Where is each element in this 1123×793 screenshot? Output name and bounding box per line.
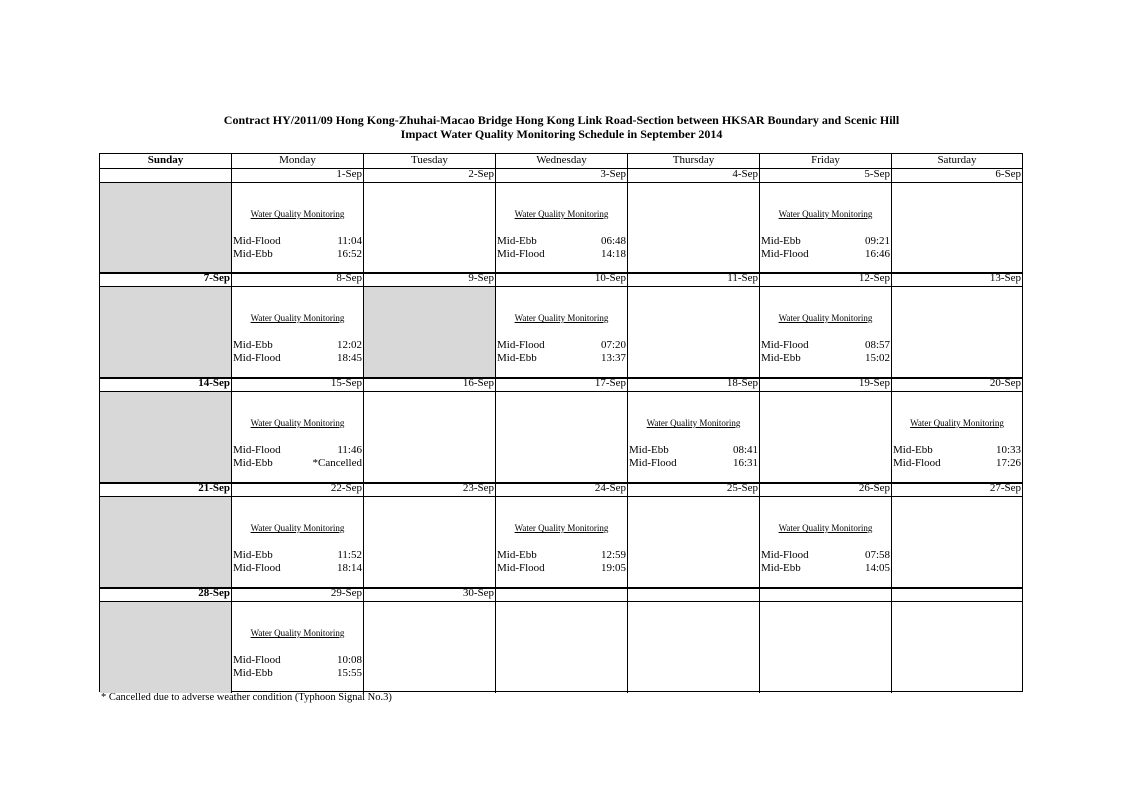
date-cell: 7-Sep [100, 272, 232, 286]
tide-time: 12:59 [600, 549, 626, 561]
tide-time: 10:08 [336, 654, 362, 666]
tide-row [233, 457, 362, 470]
monitoring-title: Water Quality Monitoring [250, 523, 345, 533]
date-cell: 2-Sep [364, 168, 496, 182]
tide-time: 11:46 [337, 444, 362, 456]
date-cell: 26-Sep [760, 482, 892, 496]
monitoring-title: Water Quality Monitoring [778, 313, 873, 323]
tide-row [233, 654, 362, 667]
tide-label: Mid-Flood [233, 654, 281, 666]
date-cell: 23-Sep [364, 482, 496, 496]
calendar-table [99, 153, 1023, 692]
tide-row [893, 457, 1021, 470]
tide-row [761, 248, 890, 261]
day-cell-shaded [100, 602, 232, 693]
date-cell: 29-Sep [232, 587, 364, 601]
tide-label: Mid-Ebb [761, 235, 801, 247]
monitoring-title: Water Quality Monitoring [778, 523, 873, 533]
day-header-friday: Friday [760, 154, 892, 168]
date-cell: 11-Sep [628, 272, 760, 286]
tide-label: Mid-Ebb [893, 444, 933, 456]
day-header-saturday: Saturday [937, 154, 977, 166]
tide-label: Mid-Ebb [761, 352, 801, 364]
tide-label: Mid-Ebb [497, 549, 537, 561]
tide-time: 17:26 [995, 457, 1021, 469]
tide-label: Mid-Flood [761, 339, 809, 351]
day-cell [496, 602, 628, 693]
date-cell: 15-Sep [232, 377, 364, 391]
tide-time: 16:31 [732, 457, 758, 469]
tide-time: 10:33 [995, 444, 1021, 456]
date-cell: 21-Sep [100, 482, 232, 496]
day-cell-shaded [100, 183, 232, 274]
day-cell [232, 287, 364, 378]
tide-time: 06:48 [600, 235, 626, 247]
day-cell [628, 392, 760, 483]
date-cell [100, 168, 232, 182]
tide-row [497, 549, 626, 562]
day-header-thursday: Thursday [628, 154, 760, 168]
tide-label: Mid-Ebb [233, 248, 273, 260]
day-cell [364, 392, 496, 483]
day-cell [760, 392, 892, 483]
day-cell [232, 602, 364, 693]
date-cell: 10-Sep [496, 272, 628, 286]
date-cell [760, 587, 892, 601]
tide-time: 15:02 [864, 352, 890, 364]
tide-label: Mid-Flood [893, 457, 941, 469]
monitoring-title: Water Quality Monitoring [514, 209, 609, 219]
date-cell: 16-Sep [364, 377, 496, 391]
date-cell: 18-Sep [628, 377, 760, 391]
day-cell [496, 183, 628, 274]
tide-time: 12:02 [336, 339, 362, 351]
tide-time: 11:52 [337, 549, 362, 561]
day-cell-shaded [100, 287, 232, 378]
tide-label: Mid-Flood [497, 248, 545, 260]
date-cell: 8-Sep [232, 272, 364, 286]
tide-row [497, 562, 626, 575]
tide-time: 11:04 [337, 235, 362, 247]
tide-label: Mid-Flood [497, 339, 545, 351]
date-cell: 13-Sep [989, 272, 1021, 284]
tide-time: 18:45 [336, 352, 362, 364]
tide-label: Mid-Ebb [629, 444, 669, 456]
monitoring-title: Water Quality Monitoring [514, 313, 609, 323]
date-cell: 4-Sep [628, 168, 760, 182]
tide-label: Mid-Ebb [761, 562, 801, 574]
monitoring-title: Water Quality Monitoring [778, 209, 873, 219]
tide-label: Mid-Flood [629, 457, 677, 469]
tide-row [497, 339, 626, 352]
tide-label: Mid-Flood [233, 444, 281, 456]
tide-label: Mid-Flood [761, 549, 809, 561]
tide-time: 15:55 [336, 667, 362, 679]
tide-row [497, 248, 626, 261]
date-cell [496, 587, 628, 601]
monitoring-title: Water Quality Monitoring [910, 418, 1004, 428]
day-cell [760, 183, 892, 274]
day-cell [628, 602, 760, 693]
tide-row [233, 339, 362, 352]
tide-label: Mid-Flood [233, 235, 281, 247]
tide-row [629, 444, 758, 457]
tide-row [497, 352, 626, 365]
day-cell [232, 497, 364, 588]
date-cell: 12-Sep [760, 272, 892, 286]
date-cell: 22-Sep [232, 482, 364, 496]
date-cell: 20-Sep [989, 377, 1021, 389]
tide-label: Mid-Ebb [233, 339, 273, 351]
tide-time: 18:14 [336, 562, 362, 574]
tide-time: *Cancelled [312, 457, 362, 469]
day-cell [892, 392, 1022, 483]
tide-time: 19:05 [600, 562, 626, 574]
monitoring-title: Water Quality Monitoring [250, 313, 345, 323]
tide-row [233, 562, 362, 575]
date-cell: 14-Sep [100, 377, 232, 391]
date-cell: 3-Sep [496, 168, 628, 182]
tide-row [233, 549, 362, 562]
tide-time: 14:05 [864, 562, 890, 574]
tide-row [761, 235, 890, 248]
date-cell: 19-Sep [760, 377, 892, 391]
tide-row [761, 549, 890, 562]
day-header-sunday: Sunday [100, 154, 232, 168]
tide-label: Mid-Flood [233, 352, 281, 364]
day-cell [364, 497, 496, 588]
day-cell [892, 287, 1022, 378]
day-cell [628, 287, 760, 378]
day-cell [892, 497, 1022, 588]
monitoring-title: Water Quality Monitoring [250, 628, 345, 638]
footnote: * Cancelled due to adverse weather condition (Typhoon Signal No.3) [101, 692, 392, 703]
tide-row [497, 235, 626, 248]
tide-time: 14:18 [600, 248, 626, 260]
tide-row [893, 444, 1021, 457]
tide-time: 07:20 [600, 339, 626, 351]
date-cell: 9-Sep [364, 272, 496, 286]
tide-label: Mid-Ebb [233, 667, 273, 679]
date-cell [892, 587, 1022, 601]
monitoring-title: Water Quality Monitoring [250, 418, 345, 428]
tide-label: Mid-Ebb [497, 235, 537, 247]
tide-label: Mid-Ebb [497, 352, 537, 364]
day-cell [628, 497, 760, 588]
date-cell: 1-Sep [232, 168, 364, 182]
tide-row [233, 248, 362, 261]
day-cell [760, 287, 892, 378]
tide-time: 08:57 [864, 339, 890, 351]
date-cell: 25-Sep [628, 482, 760, 496]
day-cell [496, 392, 628, 483]
tide-row [761, 339, 890, 352]
date-cell: 5-Sep [760, 168, 892, 182]
day-cell [892, 183, 1022, 274]
tide-label: Mid-Flood [497, 562, 545, 574]
tide-label: Mid-Ebb [233, 457, 273, 469]
monitoring-title: Water Quality Monitoring [250, 209, 345, 219]
day-cell-shaded [100, 392, 232, 483]
date-cell: 24-Sep [496, 482, 628, 496]
day-header-monday: Monday [232, 154, 364, 168]
date-cell: 28-Sep [100, 587, 232, 601]
tide-row [233, 235, 362, 248]
tide-time: 08:41 [732, 444, 758, 456]
day-cell [628, 183, 760, 274]
day-cell [760, 497, 892, 588]
monitoring-title: Water Quality Monitoring [646, 418, 741, 428]
date-cell: 27-Sep [989, 482, 1021, 494]
tide-label: Mid-Flood [761, 248, 809, 260]
title-line-2: Impact Water Quality Monitoring Schedule in September 2014 [400, 127, 723, 141]
date-cell: 6-Sep [995, 168, 1021, 180]
date-cell [628, 587, 760, 601]
tide-row [233, 352, 362, 365]
monitoring-title: Water Quality Monitoring [514, 523, 609, 533]
day-cell [892, 602, 1022, 693]
tide-row [761, 352, 890, 365]
day-header-tuesday: Tuesday [364, 154, 496, 168]
tide-row [761, 562, 890, 575]
tide-time: 16:46 [864, 248, 890, 260]
day-cell-shaded [364, 287, 496, 378]
day-cell [364, 602, 496, 693]
day-cell [496, 497, 628, 588]
day-cell-shaded [100, 497, 232, 588]
tide-row [629, 457, 758, 470]
day-cell [760, 602, 892, 693]
tide-time: 07:58 [864, 549, 890, 561]
date-cell: 30-Sep [364, 587, 496, 601]
day-cell [232, 392, 364, 483]
tide-time: 13:37 [600, 352, 626, 364]
tide-row [233, 444, 362, 457]
tide-time: 16:52 [336, 248, 362, 260]
day-cell [364, 183, 496, 274]
date-cell: 17-Sep [496, 377, 628, 391]
day-header-wednesday: Wednesday [496, 154, 628, 168]
tide-label: Mid-Flood [233, 562, 281, 574]
tide-time: 09:21 [864, 235, 890, 247]
day-cell [232, 183, 364, 274]
tide-label: Mid-Ebb [233, 549, 273, 561]
title-line-1: Contract HY/2011/09 Hong Kong-Zhuhai-Macao Bridge Hong Kong Link Road-Section between HKSAR Boundary and Scenic Hill [223, 113, 900, 127]
day-cell [496, 287, 628, 378]
tide-row [233, 667, 362, 680]
